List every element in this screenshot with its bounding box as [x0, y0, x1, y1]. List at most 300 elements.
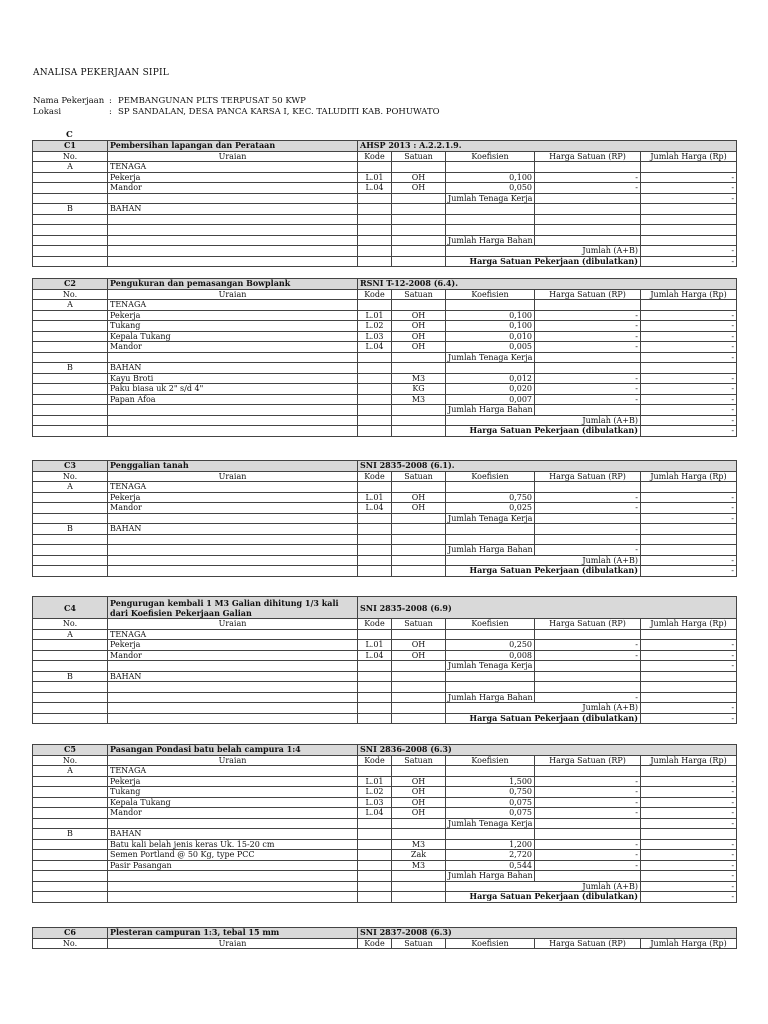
table-row	[33, 534, 737, 545]
item-unit: OH	[392, 492, 446, 503]
section-reference: AHSP 2013 : A.2.2.1.9.	[358, 141, 737, 152]
group-number: A	[33, 482, 108, 493]
unit-price-value: -	[641, 892, 737, 903]
item-total-price: -	[641, 321, 737, 332]
empty-cell	[446, 524, 535, 535]
subtotal-value: -	[641, 818, 737, 829]
table-row	[33, 256, 737, 267]
empty-cell	[392, 214, 446, 225]
table-row	[33, 162, 737, 173]
item-total-price: -	[641, 331, 737, 342]
empty-cell	[108, 246, 358, 257]
empty-cell	[33, 321, 108, 332]
empty-cell	[392, 671, 446, 682]
empty-cell	[641, 524, 737, 535]
empty-cell	[392, 415, 446, 426]
empty-cell	[358, 256, 392, 267]
table-row	[33, 892, 737, 903]
column-header: Satuan	[392, 755, 446, 766]
table-row	[33, 682, 737, 693]
empty-cell	[392, 225, 446, 236]
empty-cell	[446, 629, 535, 640]
table-row	[33, 204, 737, 215]
item-description: Kayu Broti	[108, 373, 358, 384]
section-reference: SNI 2836-2008 (6.3)	[358, 745, 737, 756]
empty-cell	[392, 405, 446, 416]
subtotal-unit-price	[535, 193, 641, 204]
item-unit-price: -	[535, 797, 641, 808]
item-unit: M3	[392, 394, 446, 405]
item-unit-price: -	[535, 394, 641, 405]
section-reference: SNI 2835-2008 (6.9)	[358, 597, 737, 619]
item-total-price: -	[641, 776, 737, 787]
column-header: Koefisien	[446, 938, 535, 949]
column-header: Jumlah Harga (Rp)	[641, 289, 737, 300]
empty-cell	[108, 426, 358, 437]
subtotal-label: Jumlah Tenaga Kerja	[446, 352, 535, 363]
empty-cell	[358, 246, 392, 257]
subtotal-value: -	[641, 513, 737, 524]
table-row	[33, 850, 737, 861]
column-header: Jumlah Harga (Rp)	[641, 938, 737, 949]
empty-cell	[392, 881, 446, 892]
total-value: -	[641, 703, 737, 714]
item-unit-price: -	[535, 503, 641, 514]
table-row	[33, 860, 737, 871]
table-row	[33, 808, 737, 819]
item-code: L.01	[358, 492, 392, 503]
item-code	[358, 860, 392, 871]
empty-cell	[641, 225, 737, 236]
empty-cell	[392, 162, 446, 173]
empty-cell	[33, 513, 108, 524]
item-description: Semen Portland @ 50 Kg, type PCC	[108, 850, 358, 861]
section-code: C4	[33, 597, 108, 619]
item-code: L.04	[358, 650, 392, 661]
item-unit-price: -	[535, 808, 641, 819]
item-unit: OH	[392, 183, 446, 194]
empty-cell	[641, 300, 737, 311]
empty-cell	[33, 256, 108, 267]
item-unit-price: -	[535, 860, 641, 871]
item-code: L.03	[358, 331, 392, 342]
table-row	[33, 492, 737, 503]
empty-cell	[108, 545, 358, 556]
group-label: BAHAN	[108, 671, 358, 682]
empty-cell	[392, 629, 446, 640]
item-coefficient: 0,250	[446, 640, 535, 651]
meta-value: SP SANDALAN, DESA PANCA KARSA I, KEC. TALUDITI KAB. POHUWATO	[118, 107, 440, 117]
group-label: TENAGA	[108, 300, 358, 311]
empty-cell	[33, 426, 108, 437]
empty-cell	[446, 829, 535, 840]
subtotal-label: Jumlah Tenaga Kerja	[446, 513, 535, 524]
item-description: Paku biasa uk 2" s/d 4"	[108, 384, 358, 395]
empty-cell	[535, 671, 641, 682]
empty-cell	[33, 640, 108, 651]
item-total-price: -	[641, 640, 737, 651]
empty-cell	[392, 713, 446, 724]
empty-cell	[392, 204, 446, 215]
column-header: Koefisien	[446, 151, 535, 162]
empty-cell	[358, 818, 392, 829]
empty-cell	[641, 671, 737, 682]
column-header: Koefisien	[446, 619, 535, 630]
empty-cell	[392, 300, 446, 311]
item-total-price: -	[641, 503, 737, 514]
unit-price-label: Harga Satuan Pekerjaan (dibulatkan)	[446, 713, 641, 724]
empty-cell	[358, 881, 392, 892]
item-total-price: -	[641, 787, 737, 798]
empty-cell	[392, 692, 446, 703]
column-header: Kode	[358, 151, 392, 162]
column-header: Satuan	[392, 289, 446, 300]
empty-cell	[535, 829, 641, 840]
item-coefficient: 0,012	[446, 373, 535, 384]
subtotal-label: Jumlah Harga Bahan	[446, 545, 535, 556]
empty-cell	[446, 214, 535, 225]
group-number: A	[33, 162, 108, 173]
item-description: Papan Afoa	[108, 394, 358, 405]
item-code	[358, 394, 392, 405]
table-row	[33, 310, 737, 321]
empty-cell	[392, 235, 446, 246]
column-header: Jumlah Harga (Rp)	[641, 471, 737, 482]
table-row	[33, 300, 737, 311]
section-code: C5	[33, 745, 108, 756]
empty-cell	[33, 797, 108, 808]
item-code: L.04	[358, 342, 392, 353]
column-header: Kode	[358, 619, 392, 630]
item-description: Mandor	[108, 503, 358, 514]
empty-cell	[358, 225, 392, 236]
empty-cell	[392, 513, 446, 524]
item-description: Tukang	[108, 321, 358, 332]
item-unit-price: -	[535, 172, 641, 183]
group-label: TENAGA	[108, 162, 358, 173]
item-unit: OH	[392, 640, 446, 651]
item-unit: OH	[392, 342, 446, 353]
analysis-table-c2	[32, 278, 737, 437]
item-description: Pekerja	[108, 310, 358, 321]
item-code: L.04	[358, 808, 392, 819]
subtotal-label: Jumlah Tenaga Kerja	[446, 818, 535, 829]
empty-cell	[108, 513, 358, 524]
table-row	[33, 766, 737, 777]
empty-cell	[535, 524, 641, 535]
column-header: Uraian	[108, 289, 358, 300]
empty-cell	[535, 204, 641, 215]
group-number: B	[33, 829, 108, 840]
empty-cell	[392, 426, 446, 437]
table-row	[33, 214, 737, 225]
table-row	[33, 384, 737, 395]
unit-price-value: -	[641, 713, 737, 724]
meta-colon: :	[109, 96, 112, 106]
item-total-price: -	[641, 384, 737, 395]
subtotal-label: Jumlah Harga Bahan	[446, 692, 535, 703]
empty-cell	[358, 162, 392, 173]
empty-cell	[392, 566, 446, 577]
empty-cell	[33, 193, 108, 204]
table-row	[33, 566, 737, 577]
column-header: Uraian	[108, 619, 358, 630]
total-label: Jumlah (A+B)	[446, 246, 641, 257]
empty-cell	[108, 881, 358, 892]
section-title: Pengukuran dan pemasangan Bowplank	[108, 279, 358, 290]
empty-cell	[358, 692, 392, 703]
table-row	[33, 640, 737, 651]
empty-cell	[392, 818, 446, 829]
empty-cell	[33, 214, 108, 225]
item-code: L.04	[358, 183, 392, 194]
item-description: Pasir Pasangan	[108, 860, 358, 871]
empty-cell	[358, 871, 392, 882]
item-unit: OH	[392, 797, 446, 808]
item-coefficient: 0,005	[446, 342, 535, 353]
subtotal-label: Jumlah Harga Bahan	[446, 235, 535, 246]
group-number: A	[33, 766, 108, 777]
item-code	[358, 850, 392, 861]
table-row	[33, 321, 737, 332]
empty-cell	[392, 256, 446, 267]
total-label: Jumlah (A+B)	[446, 881, 641, 892]
empty-cell	[108, 256, 358, 267]
item-coefficient: 0,100	[446, 172, 535, 183]
empty-cell	[392, 482, 446, 493]
section-title: Pembersihan lapangan dan Perataan	[108, 141, 358, 152]
table-row	[33, 524, 737, 535]
item-total-price: -	[641, 860, 737, 871]
empty-cell	[33, 225, 108, 236]
column-header: Harga Satuan (RP)	[535, 289, 641, 300]
total-value: -	[641, 246, 737, 257]
item-description: Mandor	[108, 342, 358, 353]
column-header: Kode	[358, 938, 392, 949]
column-header-row	[33, 619, 737, 630]
table-row	[33, 555, 737, 566]
group-label: BAHAN	[108, 363, 358, 374]
column-header: No.	[33, 619, 108, 630]
empty-cell	[33, 503, 108, 514]
item-unit-price: -	[535, 373, 641, 384]
item-unit: OH	[392, 321, 446, 332]
table-row	[33, 405, 737, 416]
table-row	[33, 352, 737, 363]
section-title: Pasangan Pondasi batu belah campura 1:4	[108, 745, 358, 756]
group-number: B	[33, 524, 108, 535]
item-coefficient: 0,100	[446, 321, 535, 332]
total-value: -	[641, 555, 737, 566]
item-unit-price: -	[535, 331, 641, 342]
item-coefficient: 0,750	[446, 787, 535, 798]
section-code: C3	[33, 461, 108, 472]
subtotal-unit-price	[535, 818, 641, 829]
empty-cell	[358, 766, 392, 777]
subtotal-unit-price	[535, 661, 641, 672]
analysis-table-c4	[32, 596, 737, 724]
table-row	[33, 415, 737, 426]
empty-cell	[358, 545, 392, 556]
item-unit: OH	[392, 172, 446, 183]
column-header-row	[33, 151, 737, 162]
table-row	[33, 829, 737, 840]
empty-cell	[358, 671, 392, 682]
subtotal-value	[641, 545, 737, 556]
document-title: ANALISA PEKERJAAN SIPIL	[33, 68, 169, 78]
column-header: Jumlah Harga (Rp)	[641, 755, 737, 766]
table-row	[33, 193, 737, 204]
item-total-price: -	[641, 373, 737, 384]
table-row	[33, 331, 737, 342]
item-coefficient: 1,500	[446, 776, 535, 787]
section-reference: SNI 2835-2008 (6.1).	[358, 461, 737, 472]
subtotal-label: Jumlah Tenaga Kerja	[446, 193, 535, 204]
table-row	[33, 545, 737, 556]
table-row	[33, 797, 737, 808]
empty-cell	[108, 682, 358, 693]
column-header: Satuan	[392, 471, 446, 482]
empty-cell	[108, 703, 358, 714]
column-header: Jumlah Harga (Rp)	[641, 619, 737, 630]
section-header-row	[33, 597, 737, 619]
item-code	[358, 384, 392, 395]
empty-cell	[358, 713, 392, 724]
item-description: Pekerja	[108, 492, 358, 503]
item-code: L.02	[358, 321, 392, 332]
item-unit: M3	[392, 860, 446, 871]
empty-cell	[358, 629, 392, 640]
subtotal-unit-price: -	[535, 692, 641, 703]
item-coefficient: 0,075	[446, 808, 535, 819]
empty-cell	[446, 766, 535, 777]
empty-cell	[33, 172, 108, 183]
column-header: Harga Satuan (RP)	[535, 755, 641, 766]
total-value: -	[641, 881, 737, 892]
item-total-price: -	[641, 172, 737, 183]
unit-price-value: -	[641, 256, 737, 267]
column-header: Harga Satuan (RP)	[535, 619, 641, 630]
empty-cell	[641, 214, 737, 225]
empty-cell	[358, 482, 392, 493]
empty-cell	[392, 829, 446, 840]
empty-cell	[33, 415, 108, 426]
item-coefficient: 0,007	[446, 394, 535, 405]
empty-cell	[446, 162, 535, 173]
empty-cell	[33, 661, 108, 672]
item-total-price: -	[641, 342, 737, 353]
empty-cell	[33, 492, 108, 503]
column-header: No.	[33, 289, 108, 300]
empty-cell	[392, 661, 446, 672]
empty-cell	[33, 703, 108, 714]
section-header-row	[33, 279, 737, 290]
empty-cell	[392, 703, 446, 714]
item-unit-price: -	[535, 839, 641, 850]
group-label: TENAGA	[108, 766, 358, 777]
subtotal-unit-price	[535, 235, 641, 246]
empty-cell	[108, 892, 358, 903]
item-total-price: -	[641, 650, 737, 661]
item-total-price: -	[641, 850, 737, 861]
empty-cell	[33, 331, 108, 342]
item-description: Mandor	[108, 808, 358, 819]
column-header: Harga Satuan (RP)	[535, 471, 641, 482]
item-unit-price: -	[535, 310, 641, 321]
item-code: L.01	[358, 640, 392, 651]
table-row	[33, 172, 737, 183]
item-unit-price: -	[535, 492, 641, 503]
subtotal-unit-price	[535, 871, 641, 882]
column-header: Uraian	[108, 471, 358, 482]
column-header-row	[33, 471, 737, 482]
column-header: Uraian	[108, 938, 358, 949]
empty-cell	[446, 671, 535, 682]
empty-cell	[358, 555, 392, 566]
table-row	[33, 394, 737, 405]
empty-cell	[33, 352, 108, 363]
subtotal-unit-price	[535, 405, 641, 416]
item-total-price: -	[641, 394, 737, 405]
column-header: No.	[33, 471, 108, 482]
column-header: No.	[33, 938, 108, 949]
section-letter: C	[66, 130, 73, 140]
item-unit-price: -	[535, 342, 641, 353]
item-unit: OH	[392, 310, 446, 321]
empty-cell	[641, 534, 737, 545]
column-header: Jumlah Harga (Rp)	[641, 151, 737, 162]
item-total-price: -	[641, 310, 737, 321]
item-unit: OH	[392, 503, 446, 514]
empty-cell	[33, 555, 108, 566]
empty-cell	[108, 871, 358, 882]
section-title: Penggalian tanah	[108, 461, 358, 472]
table-row	[33, 839, 737, 850]
empty-cell	[535, 363, 641, 374]
subtotal-unit-price: -	[535, 545, 641, 556]
analysis-table-c5	[32, 744, 737, 903]
total-label: Jumlah (A+B)	[446, 703, 641, 714]
analysis-table-c6	[32, 927, 737, 949]
empty-cell	[392, 892, 446, 903]
empty-cell	[33, 650, 108, 661]
table-row	[33, 426, 737, 437]
item-code: L.01	[358, 776, 392, 787]
column-header: Koefisien	[446, 471, 535, 482]
table-row	[33, 183, 737, 194]
item-coefficient: 0,010	[446, 331, 535, 342]
empty-cell	[392, 871, 446, 882]
column-header: Koefisien	[446, 289, 535, 300]
item-coefficient: 0,544	[446, 860, 535, 871]
empty-cell	[108, 225, 358, 236]
table-row	[33, 818, 737, 829]
table-row	[33, 246, 737, 257]
total-label: Jumlah (A+B)	[446, 415, 641, 426]
meta-label: Lokasi	[33, 107, 62, 117]
unit-price-label: Harga Satuan Pekerjaan (dibulatkan)	[446, 256, 641, 267]
item-total-price: -	[641, 839, 737, 850]
empty-cell	[108, 555, 358, 566]
item-unit-price: -	[535, 183, 641, 194]
item-unit-price: -	[535, 384, 641, 395]
subtotal-value	[641, 692, 737, 703]
empty-cell	[33, 342, 108, 353]
empty-cell	[641, 204, 737, 215]
meta-colon: :	[109, 107, 112, 117]
empty-cell	[535, 534, 641, 545]
table-row	[33, 373, 737, 384]
